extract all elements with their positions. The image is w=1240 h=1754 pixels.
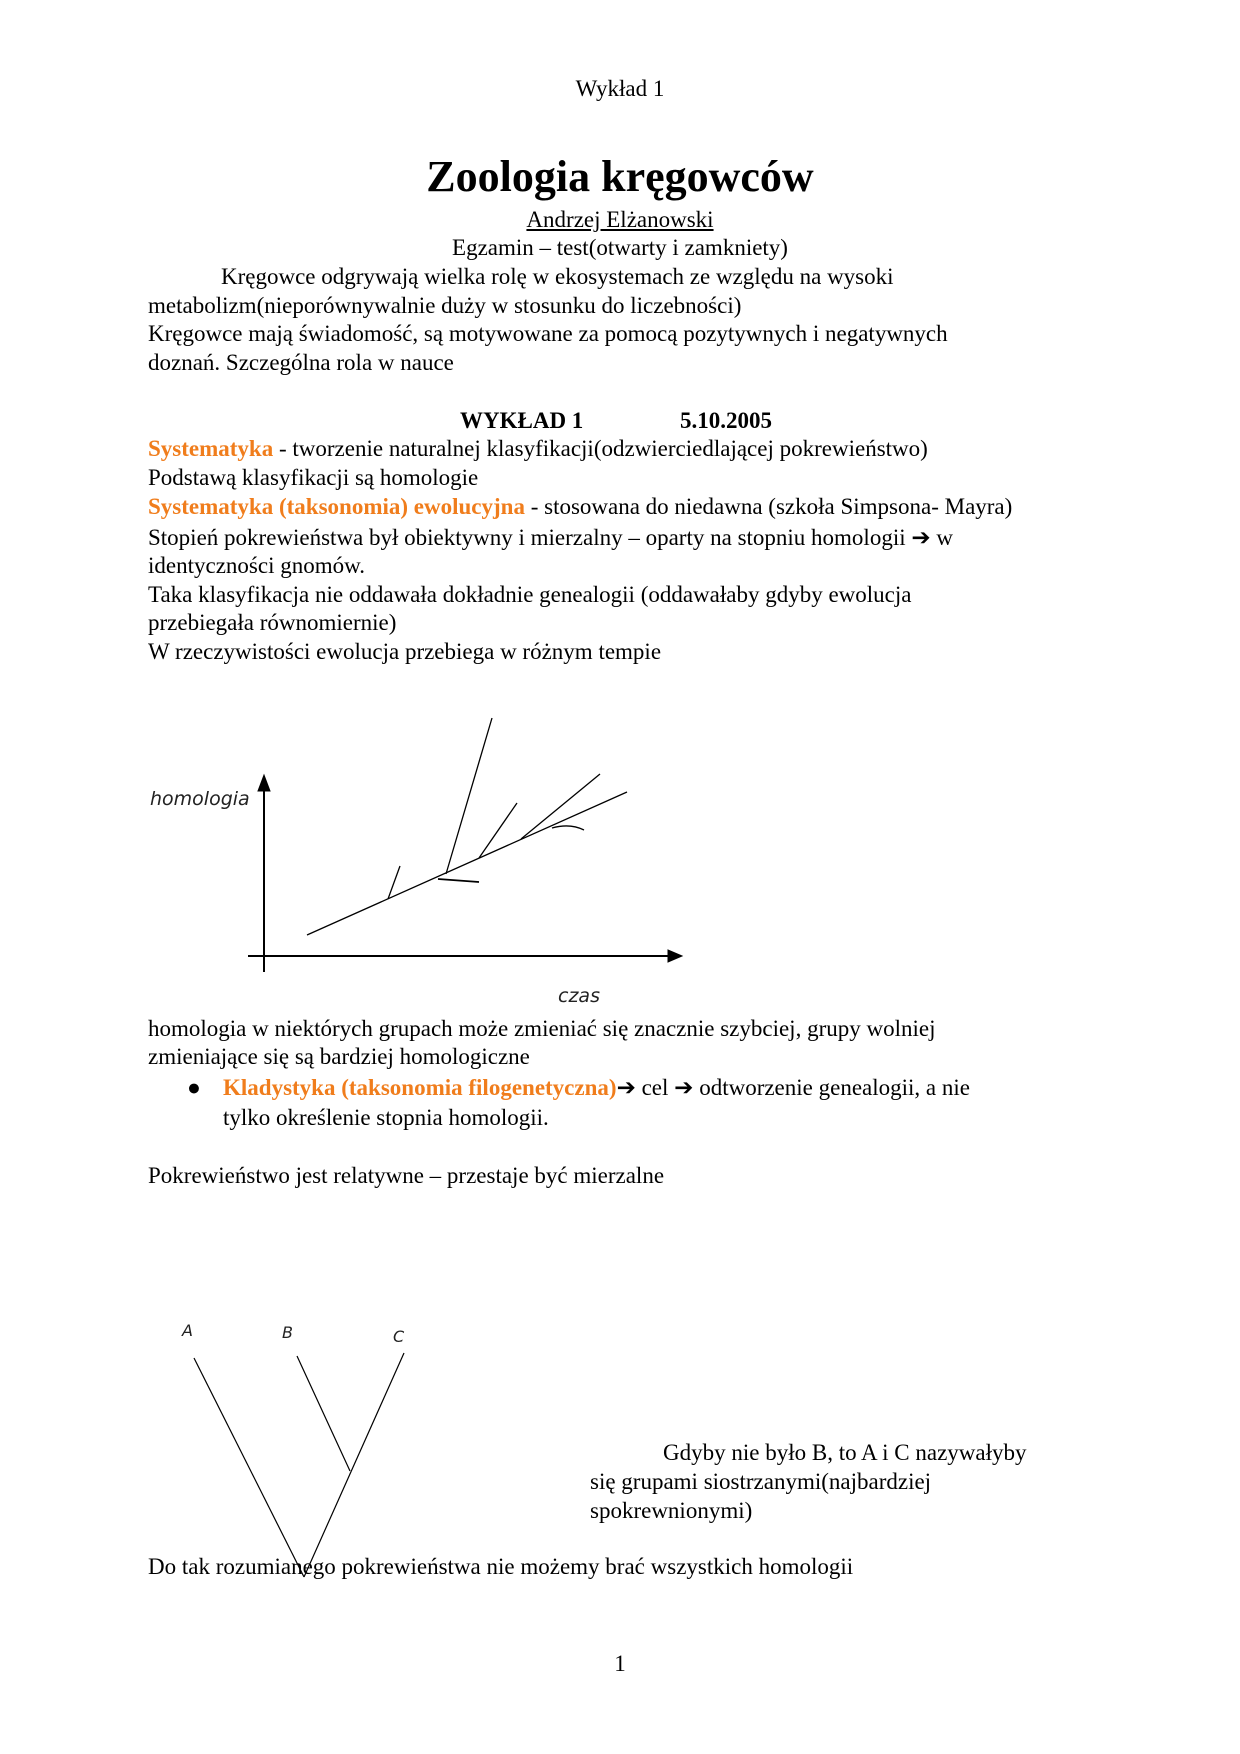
branch	[552, 826, 584, 830]
branch-c	[304, 1353, 404, 1577]
arrow-icon: ➔	[911, 525, 931, 550]
author: Andrzej Elżanowski	[526, 207, 714, 232]
paragraph-line: Kręgowce odgrywają wielka rolę w ekosystemach ze względu na wysoki	[221, 264, 894, 289]
y-axis-label: homologia	[150, 788, 250, 810]
paragraph-line: metabolizm(nieporównywalnie duży w stosunku do liczebności)	[148, 293, 742, 318]
taxon-label-b: B	[282, 1323, 293, 1342]
cladogram	[194, 1353, 404, 1577]
exam-info: Egzamin – test(otwarty i zamkniety)	[452, 235, 788, 260]
text: Stopień pokrewieństwa był obiektywny i mierzalny – oparty na stopniu homologii	[148, 525, 912, 550]
lecture-date: 5.10.2005	[680, 408, 772, 433]
page-header: Wykład 1	[575, 76, 665, 101]
y-axis-arrow-icon	[258, 775, 270, 791]
taxon-label-c: C	[393, 1327, 405, 1346]
paragraph-line: homologia w niektórych grupach może zmieniać się znacznie szybciej, grupy wolniej	[148, 1016, 936, 1041]
paragraph-line: Do tak rozumianego pokrewieństwa nie możemy brać wszystkich homologii	[148, 1554, 854, 1579]
x-axis-label: czas	[558, 985, 600, 1007]
bullet-item	[223, 1073, 970, 1103]
paragraph-line: przebiegała równomiernie)	[148, 610, 397, 635]
lecture-label: WYKŁAD 1	[460, 408, 584, 433]
main-lineage	[307, 792, 627, 935]
bullet-item-line: tylko określenie stopnia homologii.	[223, 1105, 549, 1130]
branch	[446, 718, 492, 874]
paragraph-line: doznań. Szczególna rola w nauce	[148, 350, 454, 375]
note-line: spokrewnionymi)	[590, 1498, 753, 1523]
text: w	[930, 525, 954, 550]
x-axis-arrow-icon	[668, 950, 682, 962]
homology-time-diagram	[248, 718, 682, 972]
paragraph-line: Podstawą klasyfikacji są homologie	[148, 465, 479, 490]
paragraph-line: Kręgowce mają świadomość, są motywowane za pomocą pozytywnych i negatywnych	[148, 321, 948, 346]
arrow-icon: ➔	[616, 1075, 636, 1100]
definition-text: - stosowana do niedawna (szkoła Simpsona- Mayra)	[524, 494, 1013, 519]
text: odtworzenie genealogii, a nie	[693, 1075, 970, 1100]
paragraph-line: Pokrewieństwo jest relatywne – przestaje być mierzalne	[148, 1163, 665, 1188]
taxon-label-a: A	[182, 1321, 193, 1340]
note-line: Gdyby nie było B, to A i C nazywałyby	[663, 1440, 1027, 1465]
paragraph-line: W rzeczywistości ewolucja przebiega w różnym tempie	[148, 639, 662, 664]
branch-b	[297, 1356, 350, 1471]
branch-mark	[438, 879, 479, 882]
definition-text: - tworzenie naturalnej klasyfikacji(odzwierciedlającej pokrewieństwo)	[273, 436, 928, 461]
paragraph-line: Taka klasyfikacja nie oddawała dokładnie genealogii (oddawałaby gdyby ewolucja	[148, 582, 912, 607]
term: Systematyka	[148, 436, 274, 461]
text: cel	[635, 1075, 675, 1100]
term: Systematyka (taksonomia) ewolucyjna	[148, 494, 525, 519]
term: Kladystyka (taksonomia filogenetyczna)	[223, 1075, 617, 1100]
bullet-icon: ●	[187, 1075, 201, 1100]
note-line: się grupami siostrzanymi(najbardziej	[590, 1469, 932, 1494]
arrow-icon: ➔	[674, 1075, 694, 1100]
branch-a	[194, 1358, 304, 1577]
paragraph-line: identyczności gnomów.	[148, 553, 365, 578]
page-number: 1	[614, 1651, 626, 1676]
paragraph-line: zmieniające się są bardziej homologiczne	[148, 1044, 530, 1069]
document-title: Zoologia kręgowców	[426, 152, 814, 201]
branch	[521, 774, 600, 839]
